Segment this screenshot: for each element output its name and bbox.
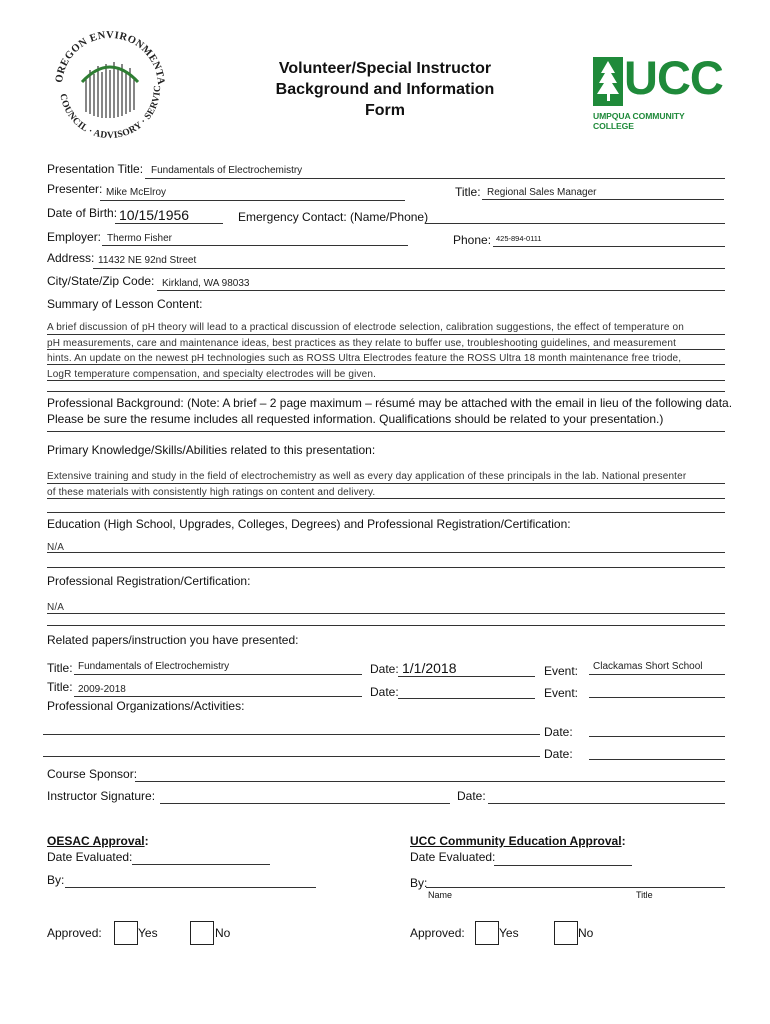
title-label: Title: <box>455 185 481 199</box>
address-field[interactable]: 11432 NE 92nd Street <box>98 255 197 266</box>
education-label: Education (High School, Upgrades, Colleges, Degrees) and Professional Registration/Certification: <box>47 517 571 531</box>
ucc-approval-text: UCC Community Education Approval <box>410 834 622 848</box>
ucc-yes-checkbox[interactable] <box>475 921 499 945</box>
ucc-title-caption: Title <box>636 890 653 900</box>
instructor-signature-label: Instructor Signature: <box>47 789 156 803</box>
certification-field[interactable]: N/A <box>47 602 65 613</box>
related-event-label-2: Event: <box>544 686 579 700</box>
related-event-label-1: Event: <box>544 664 579 678</box>
ucc-logo-subtext: UMPQUA COMMUNITY COLLEGE <box>593 111 685 131</box>
ucc-yes-label: Yes <box>499 926 519 940</box>
related-date-label-2: Date: <box>370 685 399 699</box>
education-field[interactable]: N/A <box>47 542 65 553</box>
phone-field[interactable]: 425-894-0111 <box>496 234 542 243</box>
address-label: Address: <box>47 251 95 265</box>
related-title-field-2[interactable]: 2009-2018 <box>78 684 126 695</box>
ucc-name-caption: Name <box>428 890 453 900</box>
dob-field[interactable]: 10/15/1956 <box>119 207 190 223</box>
ucc-date-evaluated-label: Date Evaluated: <box>410 850 496 864</box>
related-title-field-1[interactable]: Fundamentals of Electrochemistry <box>78 661 230 672</box>
presentation-title-field[interactable]: Fundamentals of Electrochemistry <box>151 165 303 176</box>
knowledge-text[interactable] <box>47 469 737 500</box>
summary-line: hints. An update on the newest pH technologies such as ROSS Ultra Electrodes feature the ROSS Ultra 18 month maintenance free triode, <box>47 353 682 364</box>
ucc-approved-label: Approved: <box>410 926 465 940</box>
summary-label: Summary of Lesson Content: <box>47 297 203 311</box>
presenter-label: Presenter: <box>47 182 103 196</box>
summary-line: A brief discussion of pH theory will lead to a practical discussion of electrode selection, calibration suggestions, the effect of temperature on <box>47 322 684 333</box>
ucc-no-checkbox[interactable] <box>554 921 578 945</box>
presenter-field[interactable]: Mike McElroy <box>106 187 167 198</box>
oesac-no-label: No <box>215 926 231 940</box>
oesac-yes-checkbox[interactable] <box>114 921 138 945</box>
related-title-label-1: Title: <box>47 661 73 675</box>
knowledge-label: Primary Knowledge/Skills/Abilities related to this presentation: <box>47 443 376 457</box>
oesac-approval-colon: : <box>144 834 149 848</box>
title-field[interactable]: Regional Sales Manager <box>487 187 597 198</box>
city-state-zip-label: City/State/Zip Code: <box>47 274 155 288</box>
ucc-approval-colon: : <box>621 834 626 848</box>
oesac-logo <box>48 22 172 146</box>
form-title <box>250 58 520 121</box>
background-note-line2: Please be sure the resume includes all requested information. Qualifications should be related to your presentation.) <box>47 412 664 426</box>
phone-label: Phone: <box>453 233 492 247</box>
summary-text[interactable] <box>47 320 737 382</box>
orgs-date-label-2: Date: <box>544 747 573 761</box>
ucc-logo <box>593 51 723 131</box>
oesac-yes-label: Yes <box>138 926 158 940</box>
ucc-by-label: By: <box>410 876 428 890</box>
knowledge-line: of these materials with consistently high ratings on content and delivery. <box>47 486 376 498</box>
oesac-approval-heading <box>47 834 149 848</box>
city-state-zip-field[interactable]: Kirkland, WA 98033 <box>162 278 250 289</box>
oesac-no-checkbox[interactable] <box>190 921 214 945</box>
ucc-logo-text: UCC <box>624 51 723 104</box>
ucc-no-label: No <box>578 926 594 940</box>
form-title-line1: Volunteer/Special Instructor <box>278 60 492 77</box>
ucc-approval-heading <box>410 834 626 848</box>
svg-text:COUNCIL · ADVISORY · SERVICES: COUNCIL · ADVISORY · SERVIC <box>57 84 164 142</box>
oesac-approved-label: Approved: <box>47 926 102 940</box>
presentation-title-label: Presentation Title: <box>47 162 144 176</box>
oesac-date-evaluated-label: Date Evaluated: <box>47 850 133 864</box>
related-date-label-1: Date: <box>370 662 399 676</box>
dob-label: Date of Birth: <box>47 206 118 220</box>
oesac-approval-text: OESAC Approval <box>47 834 145 848</box>
employer-label: Employer: <box>47 230 102 244</box>
related-event-field-1[interactable]: Clackamas Short School <box>593 661 703 672</box>
summary-line: pH measurements, care and maintenance ideas, best practices as they relate to buffer use, troubleshooting guidelines, and measurement <box>47 337 677 349</box>
ucc-logo-tree-icon <box>593 57 623 106</box>
related-title-label-2: Title: <box>47 680 73 694</box>
emergency-contact-label: Emergency Contact: (Name/Phone) <box>238 210 429 224</box>
employer-field[interactable]: Thermo Fisher <box>107 233 173 244</box>
knowledge-line: Extensive training and study in the field of electrochemistry as well as every day application of these principals in the lab. National presenter <box>47 471 687 482</box>
oesac-by-label: By: <box>47 873 65 887</box>
related-label: Related papers/instruction you have presented: <box>47 633 299 647</box>
form-title-line3: Form <box>365 102 405 119</box>
signature-date-label: Date: <box>457 789 486 803</box>
background-note-line1: Professional Background: (Note: A brief – 2 page maximum – résumé may be attached with the email in lieu of the following data. <box>47 396 733 410</box>
professional-orgs-label: Professional Organizations/Activities: <box>47 699 245 713</box>
related-date-field-1[interactable]: 1/1/2018 <box>402 660 457 676</box>
course-sponsor-label: Course Sponsor: <box>47 767 138 781</box>
svg-text:OREGON ENVIRONMENTAL: OREGON ENVIRONMENTA <box>53 29 167 86</box>
orgs-date-label-1: Date: <box>544 725 573 739</box>
form-title-line2: Background and Information <box>275 81 495 98</box>
summary-line: LogR temperature compensation, and specialty electrodes will be given. <box>47 368 377 380</box>
certification-label: Professional Registration/Certification: <box>47 574 251 588</box>
